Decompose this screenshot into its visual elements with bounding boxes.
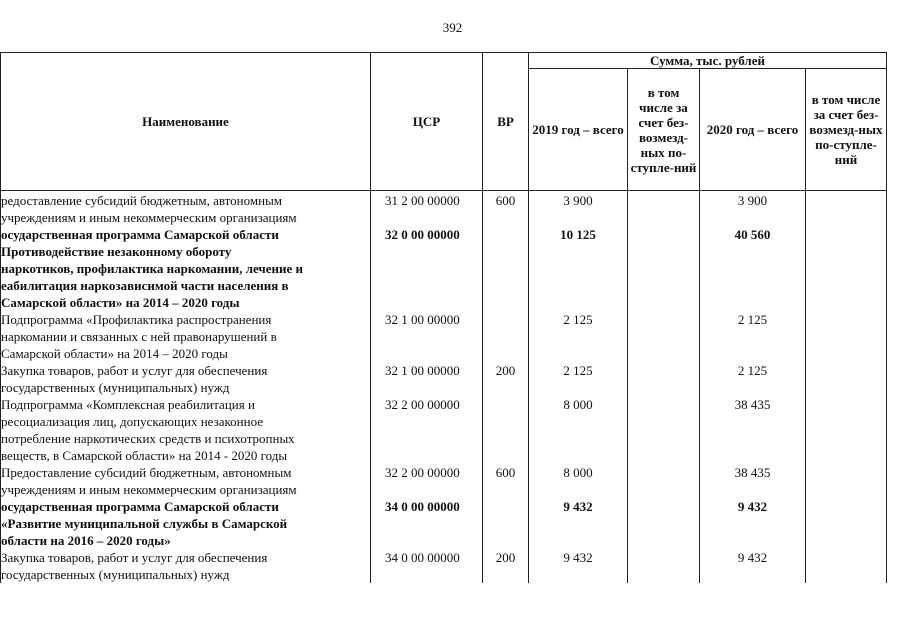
row-vr: [483, 396, 529, 464]
row-2020-incl: [806, 464, 887, 498]
row-name-line: Закупка товаров, работ и услуг для обеспечения: [1, 550, 268, 565]
row-name: [1, 498, 371, 549]
row-csr: 31 2 00 00000: [371, 191, 483, 227]
row-vr: [483, 311, 529, 362]
table-header: [1, 53, 887, 191]
row-csr: 32 1 00 00000: [371, 311, 483, 362]
row-csr: 34 0 00 00000: [371, 549, 483, 583]
row-2019-total: 9 432: [529, 498, 628, 549]
row-name-line: учреждениям и иным некоммерческим организациям: [1, 482, 297, 497]
table-row: [1, 498, 887, 549]
row-2019-total: 2 125: [529, 362, 628, 396]
row-csr: 34 0 00 00000: [371, 498, 483, 549]
row-2020-total: 9 432: [700, 549, 806, 583]
row-name: [1, 226, 371, 311]
row-2020-total: 9 432: [700, 498, 806, 549]
row-2020-total: 40 560: [700, 226, 806, 311]
row-2019-incl: [628, 549, 700, 583]
row-2020-total: 38 435: [700, 464, 806, 498]
row-csr: 32 2 00 00000: [371, 464, 483, 498]
row-2020-incl: [806, 226, 887, 311]
table-row: [1, 362, 887, 396]
row-name-line: Предоставление субсидий бюджетным, автономным: [1, 465, 292, 480]
row-name-line: Закупка товаров, работ и услуг для обеспечения: [1, 363, 268, 378]
row-name-line: редоставление субсидий бюджетным, автономным: [1, 193, 283, 208]
row-name: [1, 396, 371, 464]
table-body: [1, 191, 887, 584]
row-csr: 32 0 00 00000: [371, 226, 483, 311]
row-2019-incl: [628, 362, 700, 396]
row-2019-total: 2 125: [529, 311, 628, 362]
header-2020-incl: в том числе за счет без-возмезд-ных по-ступле-ний: [806, 69, 887, 191]
row-2020-total: 2 125: [700, 311, 806, 362]
row-vr: [483, 226, 529, 311]
row-name-line: ресоциализация лиц, допускающих незаконное: [1, 414, 264, 429]
row-name: [1, 311, 371, 362]
row-name-line: наркомании и связанных с ней правонарушений в: [1, 329, 277, 344]
header-2019-total: 2019 год – всего: [529, 69, 628, 191]
row-vr: 200: [483, 362, 529, 396]
row-name: [1, 464, 371, 498]
row-2019-incl: [628, 498, 700, 549]
row-name-line: веществ, в Самарской области» на 2014 - 2020 годы: [1, 448, 288, 463]
row-name-line: Самарской области» на 2014 – 2020 годы: [1, 295, 240, 310]
row-vr: 600: [483, 464, 529, 498]
row-vr: [483, 498, 529, 549]
row-name-line: государственных (муниципальных) нужд: [1, 380, 230, 395]
header-2020-total: 2020 год – всего: [700, 69, 806, 191]
table-row: [1, 396, 887, 464]
row-2019-total: 3 900: [529, 191, 628, 227]
row-name-line: Подпрограмма «Комплексная реабилитация и: [1, 397, 255, 412]
header-vr: ВР: [483, 53, 529, 191]
row-name-line: Самарской области» на 2014 – 2020 годы: [1, 346, 228, 361]
row-csr: 32 1 00 00000: [371, 362, 483, 396]
row-2020-incl: [806, 311, 887, 362]
table-row: [1, 549, 887, 583]
header-sum-group: Сумма, тыс. рублей: [529, 53, 887, 69]
row-2020-total: 3 900: [700, 191, 806, 227]
row-name: [1, 549, 371, 583]
row-2019-incl: [628, 191, 700, 227]
row-vr: 600: [483, 191, 529, 227]
table-row: [1, 464, 887, 498]
row-2020-incl: [806, 396, 887, 464]
header-2019-incl: в том числе за счет без-возмезд-ных по-ступле-ний: [628, 69, 700, 191]
row-name-line: еабилитация наркозависимой части населения в: [1, 278, 289, 293]
row-name-line: Противодействие незаконному обороту: [1, 244, 232, 259]
page-number: 392: [442, 20, 463, 35]
row-2019-total: 10 125: [529, 226, 628, 311]
row-name: [1, 362, 371, 396]
row-2020-total: 2 125: [700, 362, 806, 396]
row-name-line: государственных (муниципальных) нужд: [1, 567, 230, 582]
row-name-line: области на 2016 – 2020 годы»: [1, 533, 171, 548]
row-2019-incl: [628, 226, 700, 311]
row-2019-incl: [628, 464, 700, 498]
row-name-line: «Развитие муниципальной службы в Самарской: [1, 516, 288, 531]
row-name: [1, 191, 371, 227]
header-name: Наименование: [1, 53, 371, 191]
row-name-line: Подпрограмма «Профилактика распространения: [1, 312, 272, 327]
budget-table: [0, 52, 887, 583]
row-name-line: потребление наркотических средств и психотропных: [1, 431, 295, 446]
row-2020-incl: [806, 362, 887, 396]
row-2020-incl: [806, 498, 887, 549]
row-vr: 200: [483, 549, 529, 583]
row-2019-incl: [628, 311, 700, 362]
row-2019-incl: [628, 396, 700, 464]
row-name-line: наркотиков, профилактика наркомании, лечение и: [1, 261, 304, 276]
table-row: [1, 311, 887, 362]
header-csr: ЦСР: [371, 53, 483, 191]
table-row: [1, 191, 887, 227]
row-2019-total: 9 432: [529, 549, 628, 583]
row-name-line: учреждениям и иным некоммерческим организациям: [1, 210, 297, 225]
row-2020-incl: [806, 549, 887, 583]
row-2020-total: 38 435: [700, 396, 806, 464]
row-2019-total: 8 000: [529, 396, 628, 464]
row-2020-incl: [806, 191, 887, 227]
row-name-line: осударственная программа Самарской области: [1, 499, 279, 514]
table-row: [1, 226, 887, 311]
row-csr: 32 2 00 00000: [371, 396, 483, 464]
row-2019-total: 8 000: [529, 464, 628, 498]
row-name-line: осударственная программа Самарской области: [1, 227, 279, 242]
